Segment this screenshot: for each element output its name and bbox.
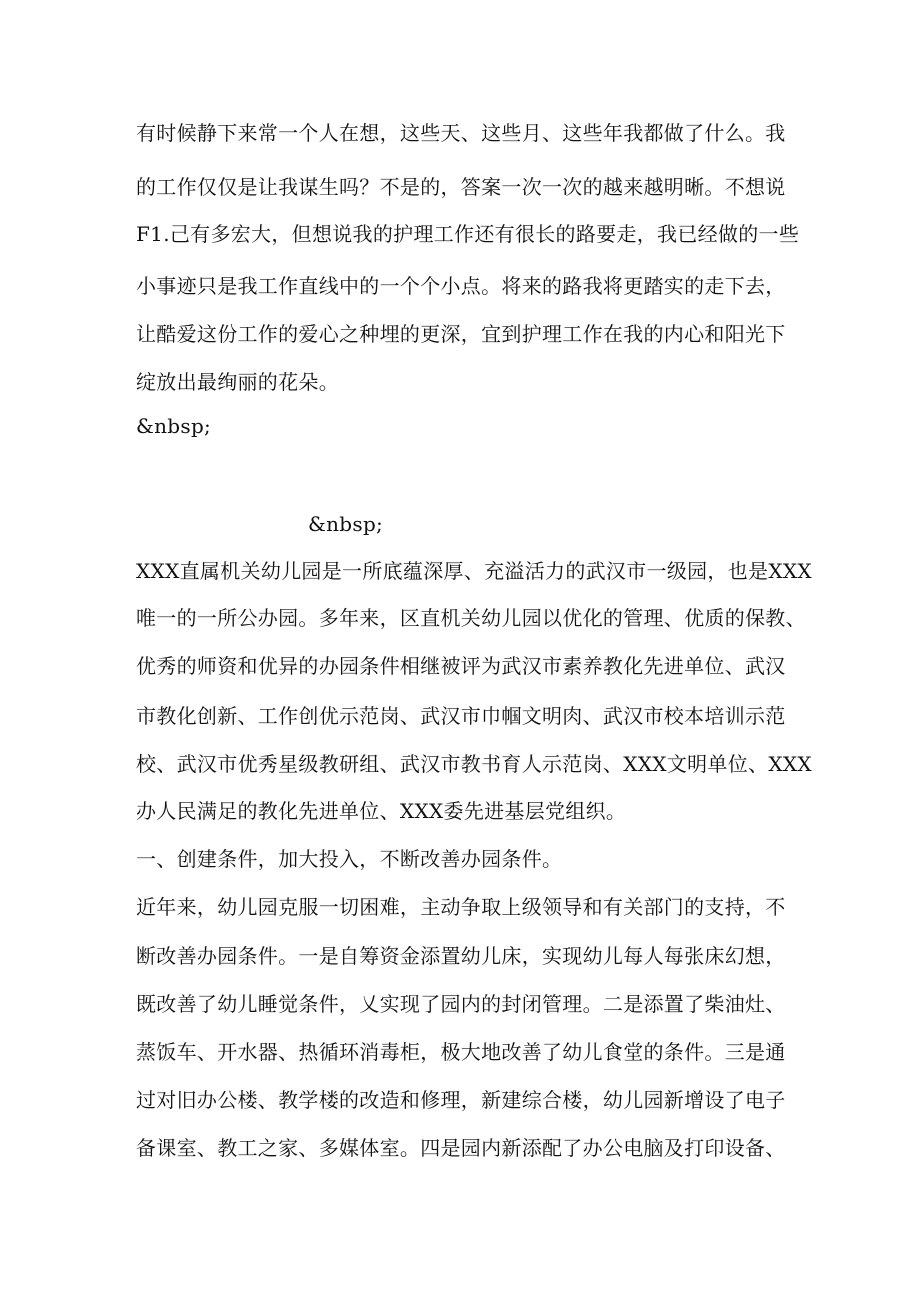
paragraph-1-line-2: 的工作仅仅是让我谋生吗？不是的，答案一次一次的越来越明晰。不想说: [136, 175, 786, 199]
paragraph-1-line-6: 绽放出最绚丽的花朵。: [136, 370, 339, 394]
paragraph-1-line-1: 有时候静下来常一个人在想，这些天、这些月、这些年我都做了什么。我: [136, 121, 786, 145]
paragraph-3-line-1: 近年来，幼儿园克服一切困难，主动争取上级领导和有关部门的支持，不: [136, 895, 786, 919]
paragraph-2-line-2: 唯一的一所公办园。多年来，区直机关幼儿园以优化的管理、优质的保教、: [136, 606, 806, 630]
paragraph-3-line-6: 备课室、教工之家、多媒体室。四是园内新添配了办公电脑及打印设备、: [136, 1136, 786, 1160]
paragraph-1-line-4: 小事迹只是我工作直线中的一个个小点。将来的路我将更踏实的走下去，: [136, 274, 786, 298]
paragraph-2-line-3: 优秀的师资和优异的办园条件相继被评为武汉市素养教化先进单位、武汉: [136, 654, 786, 678]
paragraph-2-line-4: 市教化创新、工作创优示范岗、武汉市巾帼文明肉、武汉市校本培训示范: [136, 704, 786, 728]
paragraph-1-line-5: 让酷爱这份工作的爱心之种埋的更深，宜到护理工作在我的内心和阳光下: [136, 322, 786, 346]
paragraph-3-line-5: 过对旧办公楼、教学楼的改造和修理，新建综合楼，幼儿园新增设了电子: [136, 1088, 786, 1112]
nbsp-marker-1: &nbsp;: [136, 414, 212, 438]
paragraph-2-line-6: 办人民满足的教化先进单位、XXX委先进基层党组织。: [136, 799, 627, 823]
paragraph-3-line-3: 既改善了幼儿睡觉条件，乂实现了园内的封闭管理。二是添置了柴油灶、: [136, 992, 786, 1016]
paragraph-3-line-4: 蒸饭车、开水器、热循环消毒柜，极大地改善了幼儿食堂的条件。三是通: [136, 1040, 786, 1064]
paragraph-3-line-2: 断改善办园条件。一是自筹资金添置幼儿床，实现幼儿每人每张床幻想，: [136, 944, 786, 968]
paragraph-2-line-1: XXX直属机关幼儿园是一所底蕴深厚、充溢活力的武汉市一级园，也是XXX: [136, 559, 812, 583]
nbsp-marker-2: &nbsp;: [308, 512, 384, 536]
paragraph-1-line-3: F1.己有多宏大，但想说我的护理工作还有很长的路要走，我已经做的一些: [136, 222, 800, 246]
section-heading: 一、创建条件，加大投入，不断改善办园条件。: [136, 847, 563, 871]
paragraph-2-line-5: 校、武汉市优秀星级教研组、武汉市教书育人示范岗、XXX文明单位、XXX: [136, 752, 812, 776]
